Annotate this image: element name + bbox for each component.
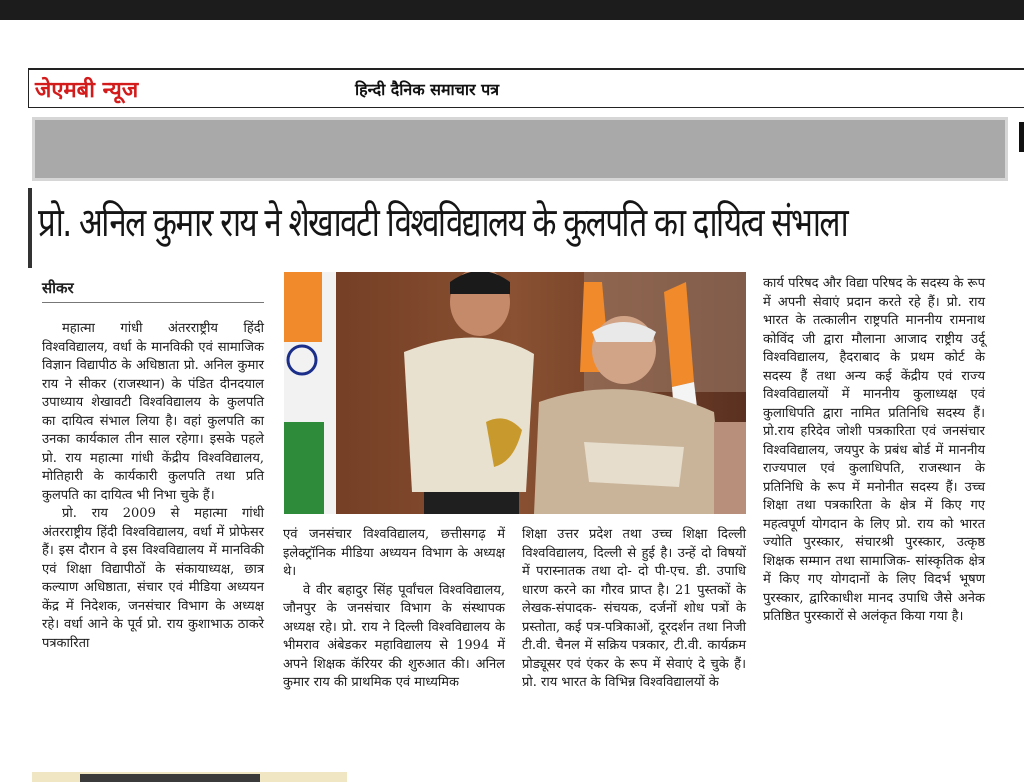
paragraph: वे वीर बहादुर सिंह पूर्वांचल विश्वविद्यालय, जौनपुर के जनसंचार विभाग के संस्थापक अध्यक्ष रहे। प्रो. राय ने दिल्ली विश्वविद्यालय के भीमराव अंबेडकर महाविद्यालय से 1994 में अपने शिक्षक कॅरियर की शुरुआत की। अनिल कुमार राय की प्राथमिक एवं माध्यमिक — [283, 582, 505, 690]
article-dateline: सीकर — [42, 279, 74, 297]
article-column-2 — [283, 526, 505, 693]
newspaper-brand: जेएमबी न्यूज — [35, 78, 139, 103]
masthead — [28, 68, 1024, 108]
paragraph: महात्मा गांधी अंतरराष्ट्रीय हिंदी विश्वविद्यालय, वर्धा के मानविकी एवं सामाजिक विज्ञान विद्यापीठ के अधिष्ठाता प्रो. अनिल कुमार राय ने सीकर (राजस्थान) के पंडित दीनदयाल उपाध्याय शेखावटी विश्वविद्यालय के कुलपति का दायित्व संभाल लिया है। वहां कुलपति का उनका कार्यकाल तीन साल रहेगा। इसके पहले प्रो. राय महात्मा गांधी केंद्रीय विश्वविद्यालय, मोतिहारी के कार्यकारी कुलपति तथा प्रति कुलपति का दायित्व भी निभा चुके हैं। — [42, 321, 264, 503]
paragraph: एवं जनसंचार विश्वविद्यालय, छत्तीसगढ़ में इलेक्ट्रॉनिक मीडिया अध्ययन विभाग के अध्यक्ष थे। — [283, 527, 505, 579]
edge-mark — [1019, 122, 1024, 152]
dateline-rule — [42, 302, 264, 303]
article-column-3 — [522, 526, 746, 693]
article-photo — [284, 272, 746, 514]
next-article-heading-cropped — [80, 774, 260, 782]
photo-illustration — [284, 272, 746, 514]
top-black-bar — [0, 0, 1024, 20]
newspaper-tagline: हिन्दी दैनिक समाचार पत्र — [355, 80, 500, 99]
paragraph: प्रो. राय 2009 से महात्मा गांधी अंतरराष्ट्रीय हिंदी विश्वविद्यालय, वर्धा में प्रोफेसर हैं। इस दौरान वे इस विश्वविद्यालय में मानविकी एवं शिक्षा विद्यापीठों के संकायाध्यक्ष, छात्र कल्याण अधिष्ठाता, संचार एवं मीडिया अध्ययन केंद्र में निदेशक, जनसंचार विभाग के अध्यक्ष रहे। वर्धा आने के पूर्व प्रो. राय कुशाभाऊ ठाकरे पत्रकारिता — [42, 506, 264, 651]
article-column-4 — [763, 275, 985, 627]
advert-placeholder-bar — [32, 117, 1008, 181]
paragraph: शिक्षा उत्तर प्रदेश तथा उच्च शिक्षा दिल्ली विश्वविद्यालय, दिल्ली से हुई है। उन्हें दो विषयों में परास्नातक तथा दो- दो पी-एच. डी. उपाधि धारण करने का गौरव प्राप्त है। 21 पुस्तकों के लेखक-संपादक- संचयक, दर्जनों शोध पत्रों के प्रस्तोता, कई पत्र-पत्रिकाओं, दूरदर्शन तथा निजी टी.वी. चैनल में सक्रिय पत्रकार, टी.वी. कार्यक्रम प्रोड्यूसर एवं एंकर के रूप में सेवाएं दे चुके हैं। प्रो. राय भारत के विभिन्न विश्वविद्यालयों के — [522, 527, 746, 690]
headline-rule — [28, 188, 32, 268]
article-column-1 — [42, 320, 264, 653]
article-headline: प्रो. अनिल कुमार राय ने शेखावटी विश्वविद्यालय के कुलपति का दायित्व संभाला — [38, 200, 848, 246]
paragraph: कार्य परिषद और विद्या परिषद के सदस्य के रूप में अपनी सेवाएं प्रदान करते रहे हैं। प्रो. राय भारत के तत्कालीन राष्ट्रपति माननीय रामनाथ कोविंद जी द्वारा मौलाना आजाद राष्ट्रीय उर्दू विश्वविद्यालय, हैदराबाद के प्रथम कोर्ट के सदस्य हैं तथा अन्य कई केंद्रीय एवं राज्य विश्वविद्यालयों में माननीय कुलाध्यक्ष एवं कुलाधिपति द्वारा नामित प्रतिनिधि सदस्य हैं। प्रो.राय हरिदेव जोशी पत्रकारिता एवं जनसंचार विश्वविद्यालय, जयपुर के प्रबंध बोर्ड में माननीय राज्यपाल एवं कुलाधिपति, राजस्थान के प्रतिनिधि के रूप में मनोनीत सदस्य हैं। उच्च शिक्षा तथा पत्रकारिता के क्षेत्र में किए गए महत्वपूर्ण योगदान के लिए प्रो. राय को भारत ज्योति पुरस्कार, संचारश्री पुरस्कार, उत्कृष्ठ शिक्षक सम्मान तथा सामाजिक- सांस्कृतिक क्षेत्र में किए गए योगदानों के लिए विदर्भ भूषण पुरस्कार, द्वारिकाधीश मानद उपाधि जैसे अनेक प्रतिष्ठित पुरस्कारों से अलंकृत किया गया है। — [763, 276, 985, 624]
